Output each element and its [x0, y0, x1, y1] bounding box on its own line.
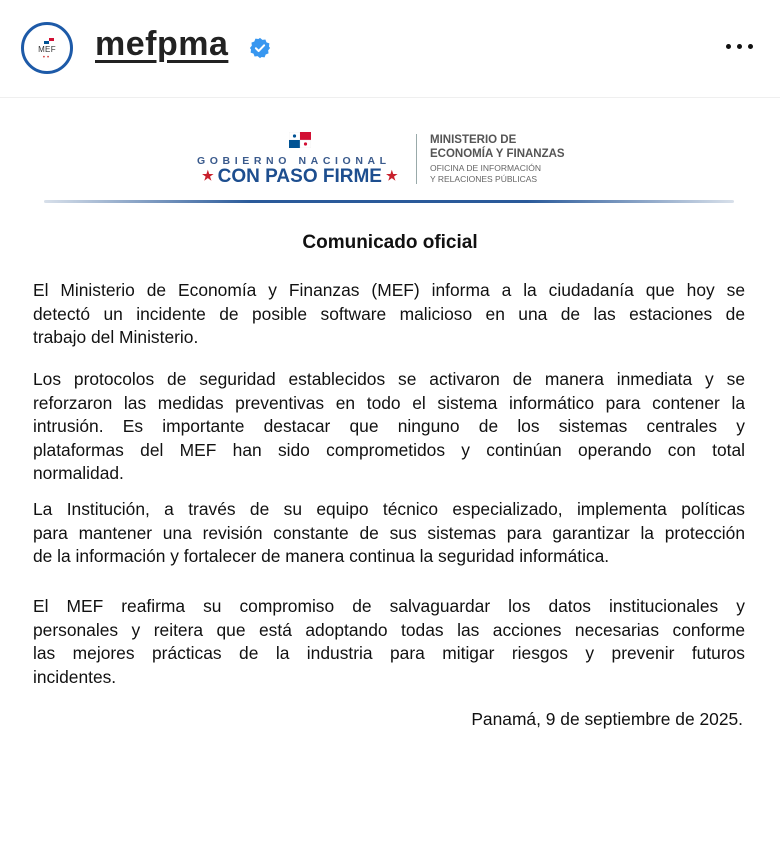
paragraph-1: El Ministerio de Economía y Finanzas (MEF) informa a la ciudadanía que hoy se detectó un incidente de posible software malicioso en una de las estaciones de trabajo del Ministerio. — [33, 280, 745, 347]
star-icon: ★ — [202, 168, 214, 183]
oficina-name: OFICINA DE INFORMACIÓN Y RELACIONES PÚBLICAS — [430, 163, 541, 184]
divider — [416, 134, 417, 184]
dot-icon — [748, 44, 753, 49]
document-date: Panamá, 9 de septiembre de 2025. — [471, 709, 743, 729]
dot-icon — [737, 44, 742, 49]
verified-badge-icon — [249, 37, 271, 59]
panama-flag-icon — [44, 38, 54, 44]
ministerio-name: MINISTERIO DE ECONOMÍA Y FINANZAS — [430, 134, 565, 160]
post-header — [0, 0, 780, 98]
star-icon: ★ — [385, 168, 398, 183]
dot-icon — [726, 44, 731, 49]
gobierno-nacional-text: GOBIERNO NACIONAL — [197, 155, 391, 167]
more-options-button[interactable] — [724, 36, 756, 56]
avatar[interactable] — [21, 22, 73, 74]
document-title: Comunicado oficial — [302, 232, 478, 253]
paragraph-2: Los protocolos de seguridad establecidos se activaron de manera inmediata y se reforzaron las medidas preventivas en todo el sistema informático para contener la intrusión. Es importante destacar que ninguno de los sistemas centrales y plataformas del MEF han sido comprometidos y continúan operando con total normalidad. — [33, 369, 745, 483]
paragraph-3: La Institución, a través de su equipo técnico especializado, implementa políticas para mantener una revisión constante de sus sistemas para garantizar la protección de la información y fortalecer de manera continua la seguridad informática. — [33, 499, 745, 566]
letterhead-rule — [44, 200, 734, 203]
username-link[interactable]: mefpma — [95, 25, 229, 63]
slogan-text: ★ CON PASO FIRME ★ — [202, 166, 398, 187]
panama-flag-icon — [289, 132, 311, 148]
paragraph-4: El MEF reafirma su compromiso de salvaguardar los datos institucionales y personales y reitera que está adoptando todas las acciones necesarias conforme las mejores prácticas de la industria para mitigar riesgos y prevenir futuros incidentes. — [33, 596, 745, 687]
avatar-dots: •• — [42, 55, 52, 61]
avatar-text: MEF — [38, 45, 56, 54]
